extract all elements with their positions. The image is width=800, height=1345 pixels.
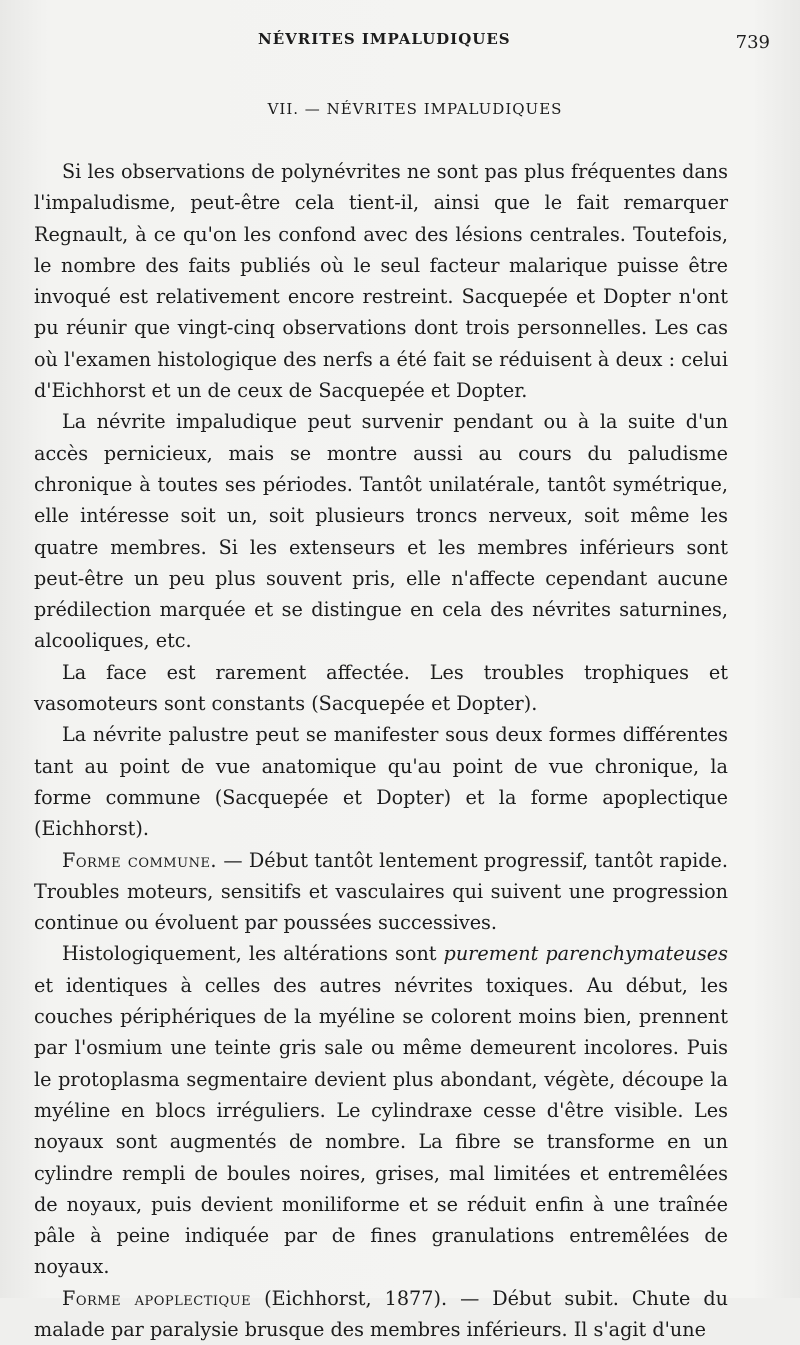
paragraph-7-text: (Eichhorst, 1877). — Début subit. Chute du malade par paralysie brusque des membres inférieurs. Il s'agit d'une: [34, 1286, 728, 1341]
paragraph-7: [34, 1283, 728, 1345]
paragraph-6-before: Histologiquement, les altérations sont: [62, 942, 444, 966]
paragraph-6: [34, 938, 728, 1282]
paragraph-5-lead: Forme commune.: [62, 848, 218, 872]
paragraph-1: Si les observations de polynévrites ne sont pas plus fréquentes dans l'impaludisme, peut-être cela tient-il, ainsi que le fait remarquer Regnault, à ce qu'on les confond avec des lésions centrales. Toutefois, le nombre des faits publiés où le seul facteur malarique puisse être invoqué est relativement encore restreint. Sacquepée et Dopter n'ont pu réunir que vingt-cinq observations dont trois personnelles. Les cas où l'examen histologique des nerfs a été fait se réduisent à deux : celui d'Eichhorst et un de ceux de Sacquepée et Dopter.: [34, 160, 728, 403]
section-heading: [0, 100, 800, 118]
running-title: NÉVRITES IMPALUDIQUES: [258, 30, 511, 48]
running-head: [0, 30, 800, 54]
paragraph-6-after: et identiques à celles des autres névrites toxiques. Au début, les couches périphériques de la myéline se colorent moins bien, prennent par l'osmium une teinte gris sale ou même demeurent incolores. Puis le protoplasma segmentaire devient plus abondant, végète, découpe la myéline en blocs irréguliers. Le cylindraxe cesse d'être visible. Les noyaux sont augmentés de nombre. La fibre se transforme en un cylindre rempli de boules noires, grises, mal limitées et entremêlées de noyaux, puis devient moniliforme et se réduit enfin à une traînée pâle à peine indiquée par de fines granulations entremêlées de noyaux.: [34, 973, 728, 1279]
page-number: 739: [735, 32, 770, 53]
paragraph-7-lead: Forme apoplectique: [62, 1286, 252, 1310]
paragraph-6-emphasis: purement parenchymateuses: [443, 942, 729, 966]
section-heading-text: VII. — NÉVRITES IMPALUDIQUES: [267, 100, 563, 118]
paragraph-5-text: — Début tantôt lentement progressif, tantôt rapide. Troubles moteurs, sensitifs et vasculaires qui suivent une progression continue ou évoluent par poussées successives.: [34, 848, 728, 935]
paragraph-3: La face est rarement affectée. Les troubles trophiques et vasomoteurs sont constants (Sacquepée et Dopter).: [34, 660, 728, 716]
paragraph-4: La névrite palustre peut se manifester sous deux formes différentes tant au point de vue anatomique qu'au point de vue chronique, la forme commune (Sacquepée et Dopter) et la forme apoplectique (Eichhorst).: [34, 723, 728, 841]
paragraph-2: La névrite impaludique peut survenir pendant ou à la suite d'un accès pernicieux, mais se montre aussi au cours du paludisme chronique à toutes ses périodes. Tantôt unilatérale, tantôt symétrique, elle intéresse soit un, soit plusieurs troncs nerveux, soit même les quatre membres. Si les extenseurs et les membres inférieurs sont peut-être un peu plus souvent pris, elle n'affecte cependant aucune prédilection marquée et se distingue en cela des névrites saturnines, alcooliques, etc.: [34, 410, 728, 653]
paragraph-5: [34, 845, 728, 939]
body-text: [34, 156, 728, 1345]
